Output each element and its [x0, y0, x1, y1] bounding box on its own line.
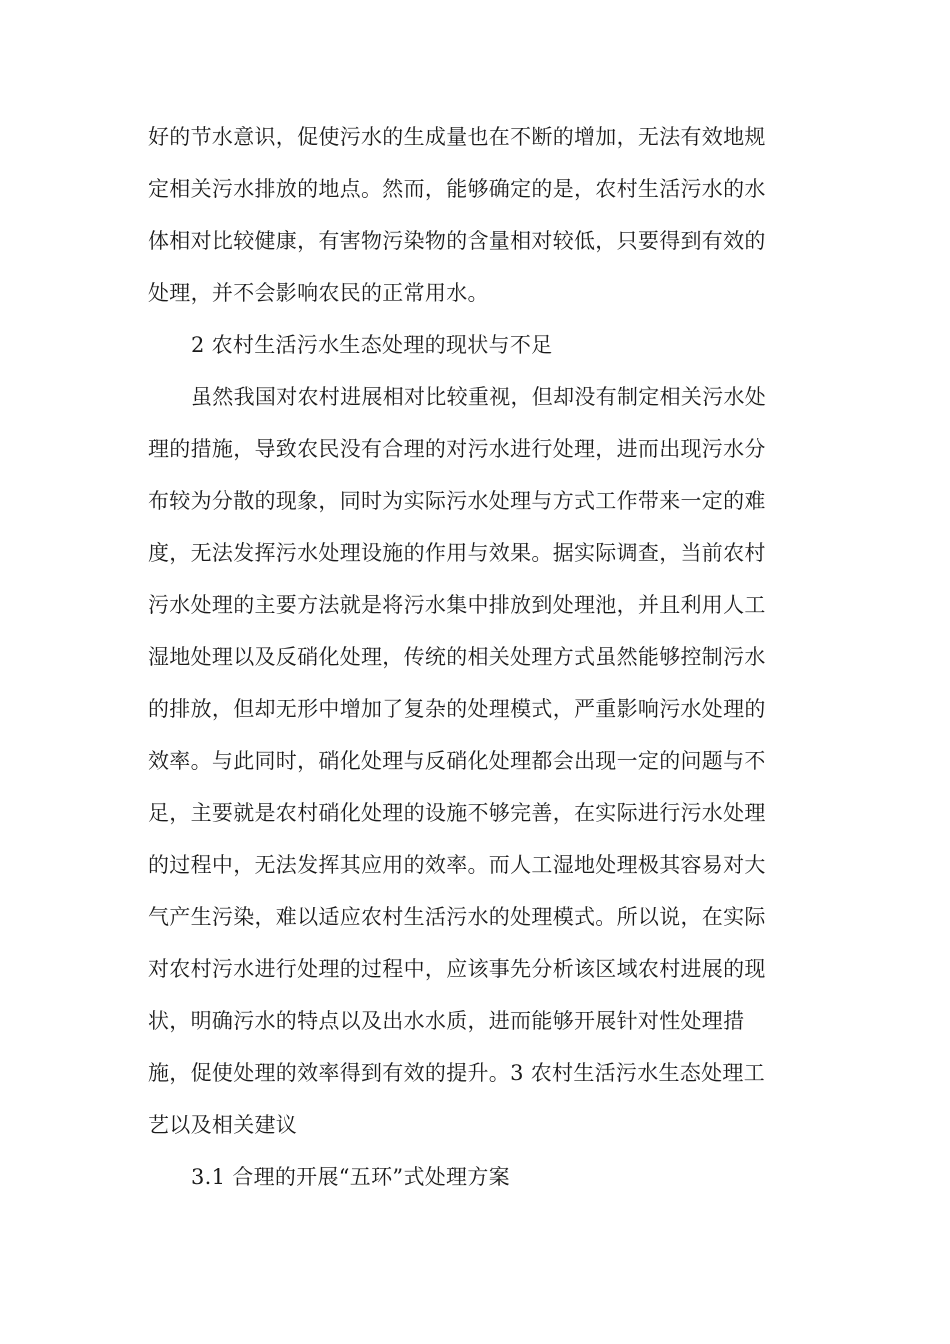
text-line: 理的措施，导致农民没有合理的对污水进行处理，进而出现污水分: [148, 437, 766, 461]
text-line: 气产生污染，难以适应农村生活污水的处理模式。所以说，在实际: [148, 905, 766, 929]
text-line: 污水处理的主要方法就是将污水集中排放到处理池，并且利用人工: [148, 593, 766, 617]
text-line: 效率。与此同时，硝化处理与反硝化处理都会出现一定的问题与不: [148, 749, 766, 773]
text-line: 布较为分散的现象，同时为实际污水处理与方式工作带来一定的难: [148, 489, 766, 513]
text-line: 的过程中，无法发挥其应用的效率。而人工湿地处理极其容易对大: [148, 853, 766, 877]
text-line: 定相关污水排放的地点。然而，能够确定的是，农村生活污水的水: [148, 177, 766, 201]
text-line: 好的节水意识，促使污水的生成量也在不断的增加，无法有效地规: [148, 125, 766, 149]
text-line: 艺以及相关建议: [148, 1113, 298, 1137]
text-line: 状，明确污水的特点以及出水水质，进而能够开展针对性处理措: [148, 1009, 745, 1033]
text-line: 体相对比较健康，有害物污染物的含量相对较低，只要得到有效的: [148, 229, 766, 253]
section-heading: 2 农村生活污水生态处理的现状与不足: [191, 333, 553, 357]
text-line: 湿地处理以及反硝化处理，传统的相关处理方式虽然能够控制污水: [148, 645, 766, 669]
subsection-heading: 3.1 合理的开展“五环”式处理方案: [191, 1165, 510, 1189]
text-line: 处理，并不会影响农民的正常用水。: [148, 281, 489, 305]
text-line: 的排放，但却无形中增加了复杂的处理模式，严重影响污水处理的: [148, 697, 766, 721]
text-line: 足，主要就是农村硝化处理的设施不够完善，在实际进行污水处理: [148, 801, 766, 825]
text-line: 虽然我国对农村进展相对比较重视，但却没有制定相关污水处: [191, 385, 767, 409]
text-line: 对农村污水进行处理的过程中，应该事先分析该区域农村进展的现: [148, 957, 766, 981]
text-line: 度，无法发挥污水处理设施的作用与效果。据实际调查，当前农村: [148, 541, 766, 565]
text-line: 施，促使处理的效率得到有效的提升。3 农村生活污水生态处理工: [148, 1061, 766, 1085]
